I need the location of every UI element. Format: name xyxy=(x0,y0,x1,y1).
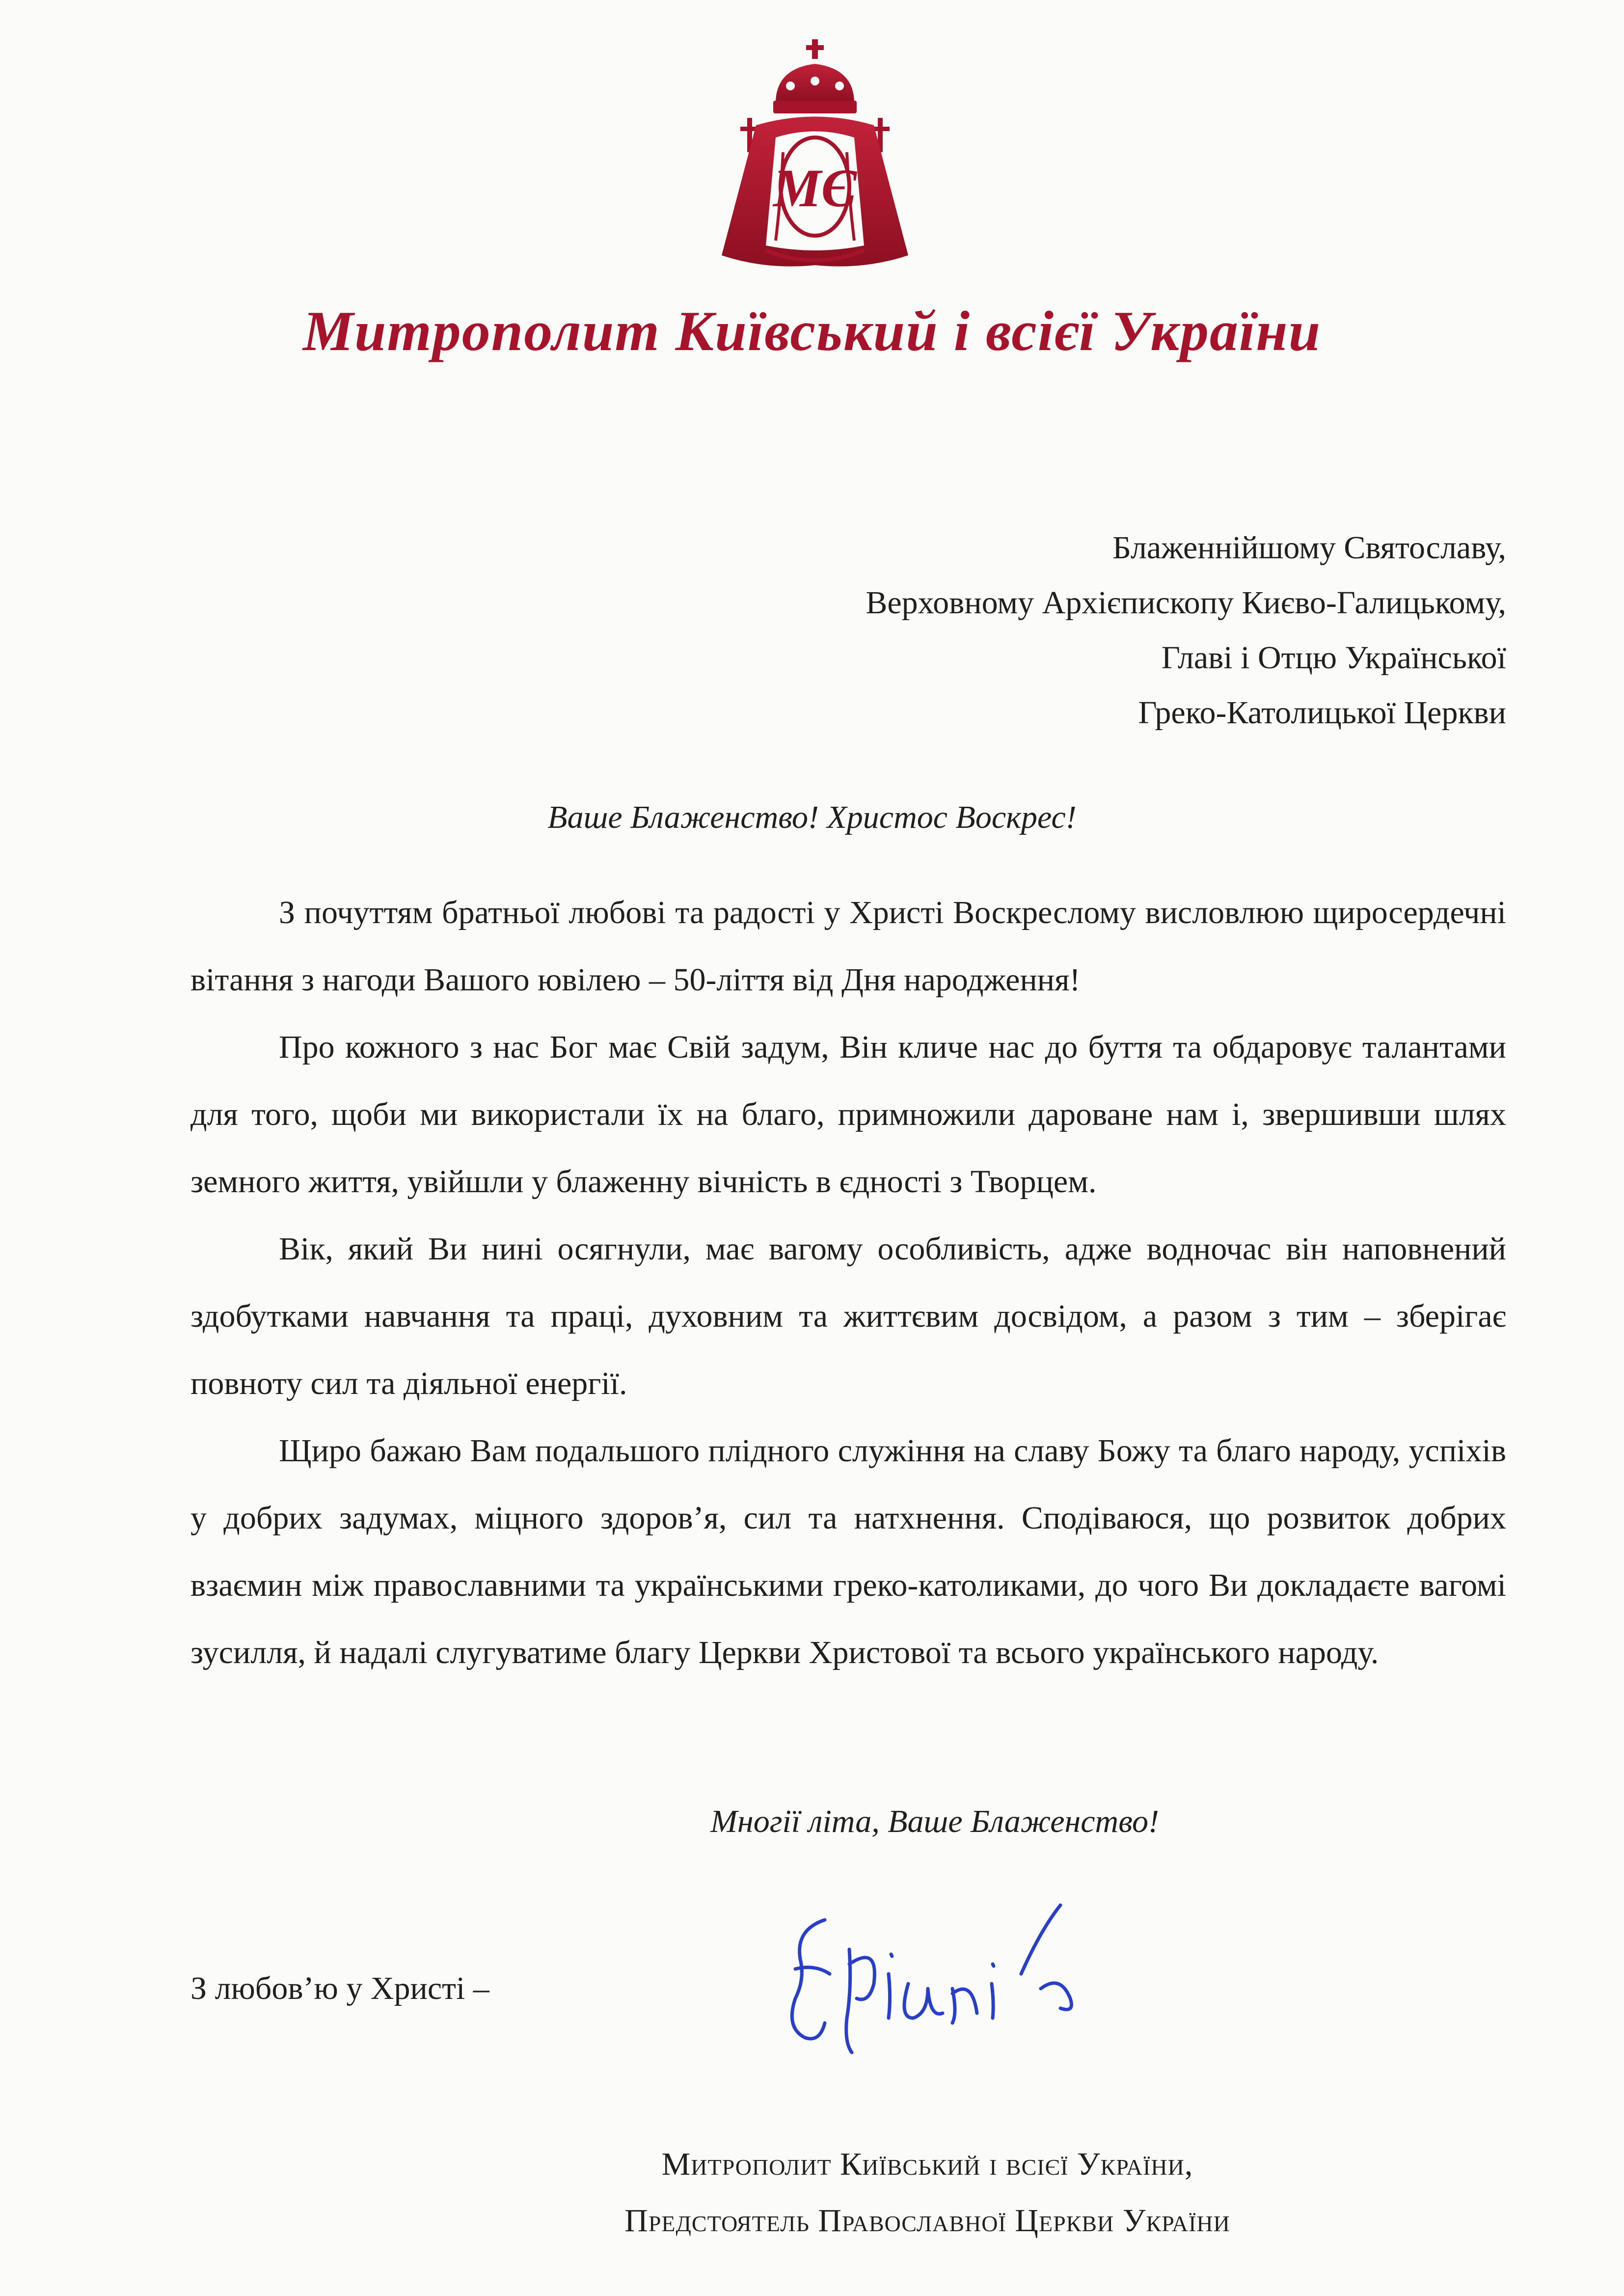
regards-line: З любов’ю у Христі – xyxy=(190,1970,489,2006)
signatory-block xyxy=(0,2136,1624,2249)
signatory-title-line: Митрополит Київський і всієї України, xyxy=(661,2146,1193,2182)
body-paragraph: З почуттям братньої любові та радості у Христі Воскреслому висловлюю щиросердечні вітання з нагоди Вашого ювілею – 50-ліття від Дня народження! xyxy=(190,895,1506,998)
addressee-line: Верховному Архієпископу Києво-Галицькому, xyxy=(866,585,1506,621)
letter-body xyxy=(190,879,1506,1686)
addressee-line: Греко-Католицької Церкви xyxy=(1138,695,1506,731)
body-paragraph: Щиро бажаю Вам подальшого плідного служіння на славу Божу та благо народу, успіхів у добрих задумах, міцного здоров’я, сил та натхнення. Сподіваюся, що розвиток добрих взаємин між православними та українськими греко-католиками, до чого Ви докладаєте вагомі зусилля, й надалі слугуватиме благу Церкви Христової та всього українського народу. xyxy=(190,1433,1506,1670)
addressee-line: Главі і Отцю Української xyxy=(1161,640,1506,676)
body-paragraph: Про кожного з нас Бог має Свій задум, Він кличе нас до буття та обдаровує талантами для того, щоби ми використали їх на благо, примножили дароване нам і, звершивши шлях земного життя, увійшли у блаженну вічність в єдності з Творцем. xyxy=(190,1029,1506,1200)
addressee-block xyxy=(623,520,1506,740)
monogram-text: МЄ xyxy=(773,158,857,218)
closing-wish: Многії літа, Ваше Блаженство! xyxy=(710,1804,1159,1839)
letterhead-title: Митрополит Київський і всієї України xyxy=(302,300,1322,363)
salutation: Ваше Блаженство! Христос Воскрес! xyxy=(547,799,1077,835)
metropolitan-emblem-icon xyxy=(702,39,928,285)
addressee-line: Блаженнійшому Святославу, xyxy=(1112,530,1506,566)
signatory-title-line: Предстоятель Православної Церкви України xyxy=(624,2203,1230,2239)
body-paragraph: Вік, який Ви нині осягнули, має вагому особливість, адже водночас він наповнений здобутками навчання та праці, духовним та життєвим досвідом, а разом з тим – зберігає повноту сил та діяльної енергії. xyxy=(190,1231,1506,1401)
handwritten-signature-icon xyxy=(766,1890,1110,2097)
